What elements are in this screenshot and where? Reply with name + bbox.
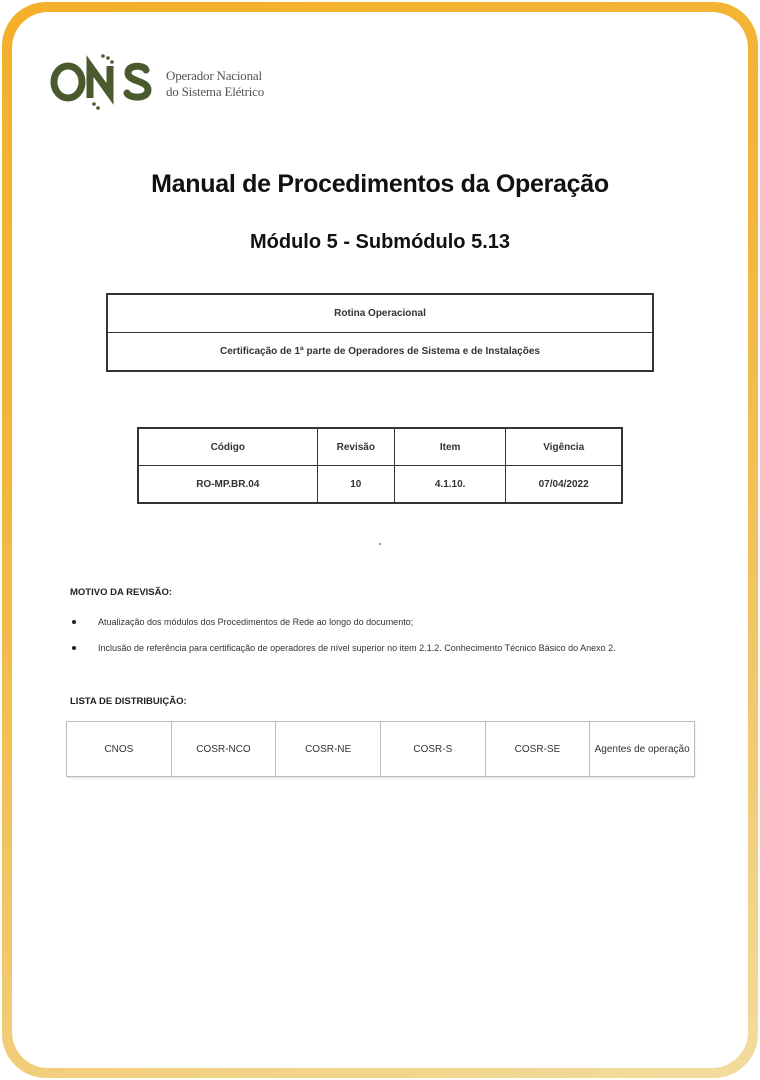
document-title: Manual de Procedimentos da Operação [151, 170, 609, 198]
distribution-agentes: Agentes de operação [590, 722, 695, 777]
meta-header-row [138, 428, 622, 466]
routine-label: Rotina Operacional [107, 294, 653, 333]
ons-logo-icon [48, 52, 160, 112]
meta-value-code: RO-MP.BR.04 [138, 466, 317, 504]
revision-item: Inclusão de referência para certificação de operadores de nível superior no item 2.1.2. Conhecimento Técnico Básico do Anexo 2. [70, 641, 690, 655]
revision-item: Atualização dos módulos dos Procedimentos de Rede ao longo do documento; [70, 615, 690, 629]
meta-header-item: Item [395, 428, 506, 466]
distribution-cosr-ne: COSR-NE [276, 722, 381, 777]
meta-table [137, 427, 623, 504]
distribution-cosr-s: COSR-S [380, 722, 485, 777]
distribution-cnos: CNOS [67, 722, 172, 777]
meta-value-item: 4.1.10. [395, 466, 506, 504]
meta-value-validity: 07/04/2022 [506, 466, 622, 504]
distribution-table [66, 721, 695, 777]
document-subtitle: Módulo 5 - Submódulo 5.13 [250, 231, 510, 253]
distribution-cosr-nco: COSR-NCO [171, 722, 276, 777]
document-page [12, 12, 748, 1068]
document-frame [2, 2, 758, 1078]
revision-list [70, 615, 690, 667]
meta-header-code: Código [138, 428, 317, 466]
routine-name: Certificação de 1ª parte de Operadores de Sistema e de Instalações [107, 333, 653, 372]
meta-header-validity: Vigência [506, 428, 622, 466]
revision-heading: MOTIVO DA REVISÃO: [70, 587, 173, 598]
routine-table [106, 293, 654, 372]
logo-line-2: do Sistema Elétrico [166, 84, 265, 99]
stray-dot [379, 543, 381, 545]
meta-value-row [138, 466, 622, 504]
distribution-cosr-se: COSR-SE [485, 722, 590, 777]
logo-line-1: Operador Nacional [166, 68, 262, 83]
meta-header-revision: Revisão [317, 428, 394, 466]
logo-text [166, 68, 264, 100]
meta-value-revision: 10 [317, 466, 394, 504]
distribution-heading: LISTA DE DISTRIBUIÇÃO: [70, 696, 187, 707]
distribution-row [67, 722, 695, 777]
